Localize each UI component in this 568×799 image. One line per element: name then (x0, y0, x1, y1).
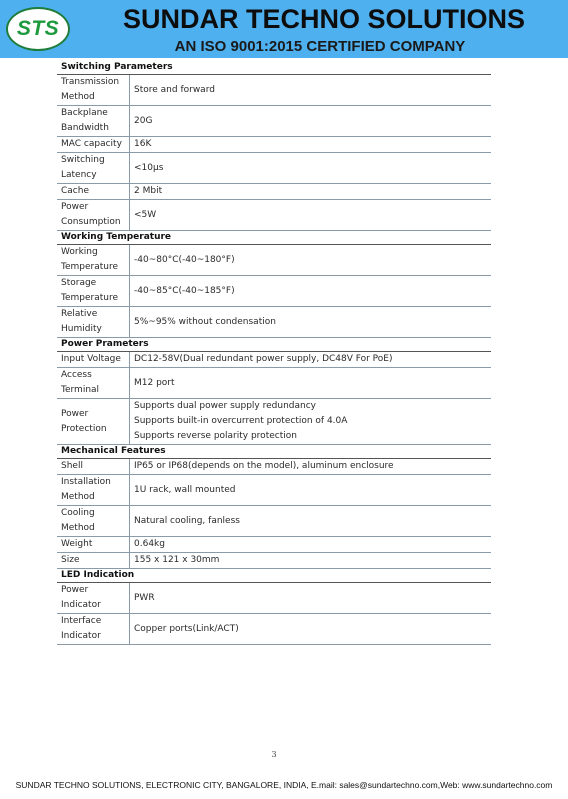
spec-label: Relative Humidity (57, 307, 130, 338)
certification-line: AN ISO 9001:2015 CERTIFIED COMPANY (174, 38, 466, 55)
spec-row (57, 106, 491, 137)
spec-value: IP65 or IP68(depends on the model), aluminum enclosure (130, 459, 492, 475)
spec-label: Power Protection (57, 399, 130, 445)
spec-value: PWR (130, 583, 492, 614)
spec-value: M12 port (130, 368, 492, 399)
spec-value-line: Supports reverse polarity protection (134, 431, 297, 441)
section-title: LED Indication (57, 569, 491, 583)
spec-value: 5%~95% without condensation (130, 307, 492, 338)
section-header-row (57, 445, 491, 459)
section-title: Working Temperature (57, 231, 491, 245)
spec-row (57, 137, 491, 153)
spec-label: Power Consumption (57, 200, 130, 231)
spec-label: Weight (57, 537, 130, 553)
spec-row (57, 75, 491, 106)
company-name: SUNDAR TECHNO SOLUTIONS (122, 4, 525, 34)
spec-row (57, 399, 491, 445)
spec-value: -40~80°C(-40~180°F) (130, 245, 492, 276)
spec-row (57, 537, 491, 553)
section-header-row (57, 569, 491, 583)
spec-row (57, 352, 491, 368)
spec-label: Cache (57, 184, 130, 200)
specification-table (57, 61, 491, 645)
page-number: 3 (271, 750, 277, 759)
section-header-row (57, 231, 491, 245)
spec-label: Access Terminal (57, 368, 130, 399)
section-title: Switching Parameters (57, 61, 491, 75)
spec-value-line: Supports built-in overcurrent protection of 4.0A (134, 416, 348, 426)
spec-row (57, 184, 491, 200)
spec-value: 20G (130, 106, 492, 137)
spec-row (57, 245, 491, 276)
spec-row (57, 553, 491, 569)
spec-row (57, 276, 491, 307)
spec-label: Installation Method (57, 475, 130, 506)
spec-value: <10μs (130, 153, 492, 184)
spec-row (57, 200, 491, 231)
company-header-banner (0, 0, 568, 58)
spec-value-multiline (130, 399, 492, 445)
spec-label: Size (57, 553, 130, 569)
spec-row (57, 153, 491, 184)
spec-value: 1U rack, wall mounted (130, 475, 492, 506)
spec-row (57, 368, 491, 399)
section-header-row (57, 61, 491, 75)
spec-row (57, 475, 491, 506)
spec-label: Input Voltage (57, 352, 130, 368)
spec-row (57, 614, 491, 645)
spec-label: Storage Temperature (57, 276, 130, 307)
spec-value: 0.64kg (130, 537, 492, 553)
spec-value: <5W (130, 200, 492, 231)
spec-value: 16K (130, 137, 492, 153)
spec-label: Transmission Method (57, 75, 130, 106)
company-logo (6, 7, 70, 51)
section-title: Power Prameters (57, 338, 491, 352)
spec-row (57, 459, 491, 475)
logo-text: STS (16, 17, 60, 40)
spec-value-line: Supports dual power supply redundancy (134, 401, 316, 411)
spec-value: Copper ports(Link/ACT) (130, 614, 492, 645)
spec-label: Cooling Method (57, 506, 130, 537)
spec-value: DC12-58V(Dual redundant power supply, DC48V For PoE) (130, 352, 492, 368)
spec-row (57, 583, 491, 614)
spec-row (57, 506, 491, 537)
spec-label: Backplane Bandwidth (57, 106, 130, 137)
spec-value: Store and forward (130, 75, 492, 106)
page-footer: SUNDAR TECHNO SOLUTIONS, ELECTRONIC CITY, BANGALORE, INDIA, E.mail: sales@sundartechno.com,Web: www.sundartechno.com (15, 780, 553, 790)
spec-value: Natural cooling, fanless (130, 506, 492, 537)
spec-label: Power Indicator (57, 583, 130, 614)
spec-label: Working Temperature (57, 245, 130, 276)
spec-label: Shell (57, 459, 130, 475)
spec-value: 155 x 121 x 30mm (130, 553, 492, 569)
section-header-row (57, 338, 491, 352)
spec-value: 2 Mbit (130, 184, 492, 200)
spec-value: -40~85°C(-40~185°F) (130, 276, 492, 307)
spec-label: MAC capacity (57, 137, 130, 153)
spec-label: Switching Latency (57, 153, 130, 184)
section-title: Mechanical Features (57, 445, 491, 459)
spec-row (57, 307, 491, 338)
spec-label: Interface Indicator (57, 614, 130, 645)
